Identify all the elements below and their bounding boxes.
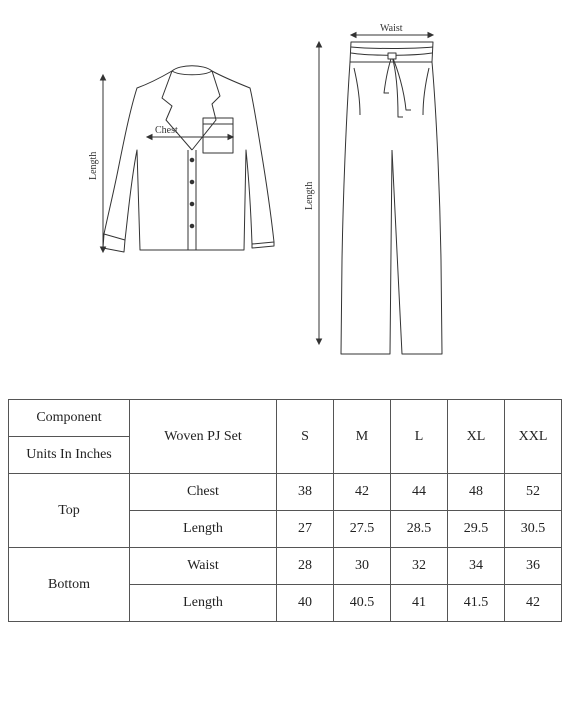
pants-length-label: Length (304, 181, 315, 210)
size-value: 32 (391, 548, 448, 585)
size-header: L (391, 400, 448, 474)
size-chart-table (8, 399, 562, 622)
size-value: 28 (277, 548, 334, 585)
pants-illustration (341, 42, 442, 354)
size-header: S (277, 400, 334, 474)
size-value: 30 (334, 548, 391, 585)
units-header: Units In Inches (9, 437, 130, 474)
measure-label: Chest (130, 474, 277, 511)
measure-label: Waist (130, 548, 277, 585)
size-value: 34 (448, 548, 505, 585)
product-header: Woven PJ Set (130, 400, 277, 474)
size-value: 41.5 (448, 585, 505, 622)
size-value: 28.5 (391, 511, 448, 548)
shirt-illustration (103, 66, 274, 252)
size-value: 41 (391, 585, 448, 622)
size-value: 42 (505, 585, 562, 622)
size-value: 44 (391, 474, 448, 511)
measure-label: Length (130, 585, 277, 622)
size-value: 52 (505, 474, 562, 511)
size-value: 36 (505, 548, 562, 585)
size-header: XXL (505, 400, 562, 474)
waist-label: Waist (380, 23, 403, 34)
table-row (9, 474, 562, 511)
group-label-bottom: Bottom (9, 548, 130, 622)
shirt-length-label: Length (88, 151, 99, 180)
shirt-length-measure-line (101, 75, 106, 252)
size-header: XL (448, 400, 505, 474)
size-value: 27.5 (334, 511, 391, 548)
table-row (9, 548, 562, 585)
size-header: M (334, 400, 391, 474)
size-value: 40 (277, 585, 334, 622)
size-value: 38 (277, 474, 334, 511)
chest-label: Chest (155, 125, 178, 136)
group-label-top: Top (9, 474, 130, 548)
component-header: Component (9, 400, 130, 437)
header-row (9, 400, 562, 437)
pants-length-measure-line (317, 42, 322, 344)
size-value: 40.5 (334, 585, 391, 622)
size-value: 48 (448, 474, 505, 511)
size-value: 29.5 (448, 511, 505, 548)
size-value: 30.5 (505, 511, 562, 548)
size-value: 27 (277, 511, 334, 548)
size-value: 42 (334, 474, 391, 511)
measure-label: Length (130, 511, 277, 548)
